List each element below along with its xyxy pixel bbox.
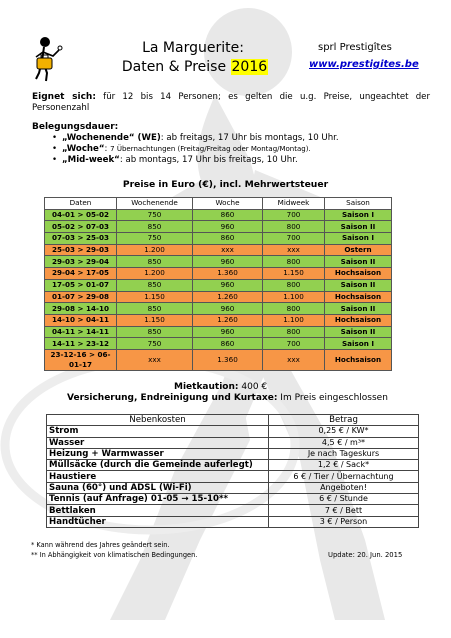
cost-item-cell: Wasser — [47, 437, 269, 448]
table-row — [47, 494, 419, 505]
cost-amount-cell: Je nach Tageskurs — [269, 448, 419, 459]
table-row — [45, 303, 392, 315]
cost-item-cell: Tennis (auf Anfrage) 01-05 → 15-10** — [47, 494, 269, 505]
midweek-cell: 700 — [263, 233, 325, 245]
page-title: La Marguerite: — [142, 40, 244, 56]
midweek-cell: 1.100 — [263, 314, 325, 326]
table-row — [47, 505, 419, 516]
season-cell: Saison II — [325, 279, 392, 291]
year-highlight: 2016 — [231, 59, 268, 75]
week-cell: 1.260 — [193, 314, 263, 326]
table-row — [45, 349, 392, 370]
midweek-cell: xxx — [263, 349, 325, 370]
week-cell: 960 — [193, 303, 263, 315]
suitability-label: Eignet sich: — [32, 92, 96, 102]
weekend-cell: 850 — [117, 326, 193, 338]
date-cell: 29-04 > 17-05 — [45, 268, 117, 280]
date-cell: 23-12-16 > 06-01-17 — [45, 349, 117, 370]
weekend-cell: xxx — [117, 349, 193, 370]
week-cell: 1.360 — [193, 349, 263, 370]
website-link[interactable]: www.prestigites.be — [309, 59, 419, 70]
extra-costs-table — [46, 414, 419, 528]
date-cell: 05-02 > 07-03 — [45, 221, 117, 233]
midweek-cell: 700 — [263, 209, 325, 221]
page-subtitle: Daten & Preise 2016 — [121, 59, 268, 75]
season-cell: Hochsaison — [325, 349, 392, 370]
season-cell: Saison II — [325, 326, 392, 338]
week-cell: 960 — [193, 279, 263, 291]
column-header: Saison — [325, 198, 392, 210]
week-cell: 1.260 — [193, 291, 263, 303]
occupancy-title: Belegungsdauer: — [32, 122, 119, 132]
table-row — [45, 314, 392, 326]
suitability-text: Eignet sich: für 12 bis 14 Personen; es gelten die u.g. Preise, ungeachtet der Personenzahl — [32, 92, 430, 113]
table-row — [45, 244, 392, 256]
date-cell: 29-03 > 29-04 — [45, 256, 117, 268]
table-header-row — [45, 198, 392, 210]
season-cell: Hochsaison — [325, 268, 392, 280]
week-cell: 960 — [193, 221, 263, 233]
column-header: Midweek — [263, 198, 325, 210]
table-row — [47, 516, 419, 527]
table-row — [45, 291, 392, 303]
table-row — [45, 268, 392, 280]
table-row — [47, 448, 419, 459]
date-cell: 14-10 > 04-11 — [45, 314, 117, 326]
season-cell: Saison I — [325, 209, 392, 221]
midweek-cell: 800 — [263, 279, 325, 291]
cost-item-cell: Heizung + Warmwasser — [47, 448, 269, 459]
prices-title: Preise in Euro (€), incl. Mehrwertsteuer — [122, 179, 329, 190]
insurance-label: Versicherung, Endreinigung und Kurtaxe: — [67, 393, 278, 403]
deposit-label: Mietkaution: — [174, 382, 239, 392]
table-header-row — [47, 415, 419, 426]
column-header: Betrag — [269, 415, 419, 426]
cost-amount-cell: 7 € / Bett — [269, 505, 419, 516]
week-cell: xxx — [193, 244, 263, 256]
weekend-cell: 1.200 — [117, 268, 193, 280]
insurance-value: Im Preis eingeschlossen — [277, 393, 388, 403]
season-cell: Hochsaison — [325, 291, 392, 303]
week-cell: 860 — [193, 233, 263, 245]
deposit-value: 400 € — [238, 382, 268, 392]
date-cell: 04-01 > 05-02 — [45, 209, 117, 221]
season-cell: Hochsaison — [325, 314, 392, 326]
midweek-cell: 800 — [263, 326, 325, 338]
week-cell: 1.360 — [193, 268, 263, 280]
price-table — [44, 197, 392, 371]
cost-amount-cell: 6 € / Stunde — [269, 494, 419, 505]
date-cell: 17-05 > 01-07 — [45, 279, 117, 291]
weekend-cell: 750 — [117, 209, 193, 221]
date-cell: 04-11 > 14-11 — [45, 326, 117, 338]
footnote: * Kann während des Jahres geändert sein. — [31, 541, 170, 549]
footnote: ** In Abhängigkeit von klimatischen Bedingungen. — [31, 551, 198, 559]
update-date: Update: 20. Jun. 2015 — [328, 551, 403, 559]
week-cell: 860 — [193, 338, 263, 350]
midweek-cell: xxx — [263, 244, 325, 256]
table-row — [47, 460, 419, 471]
table-row — [47, 471, 419, 482]
midweek-cell: 1.150 — [263, 268, 325, 280]
weekend-cell: 1.150 — [117, 314, 193, 326]
cost-item-cell: Müllsäcke (durch die Gemeinde auferlegt) — [47, 460, 269, 471]
season-cell: Saison II — [325, 221, 392, 233]
season-cell: Ostern — [325, 244, 392, 256]
weekend-cell: 850 — [117, 303, 193, 315]
season-cell: Saison I — [325, 338, 392, 350]
cost-item-cell: Haustiere — [47, 471, 269, 482]
table-row — [47, 426, 419, 437]
logo-figure-icon — [33, 35, 67, 83]
table-row — [47, 437, 419, 448]
cost-amount-cell: 1,2 € / Sack* — [269, 460, 419, 471]
table-row — [45, 209, 392, 221]
midweek-cell: 800 — [263, 221, 325, 233]
weekend-cell: 850 — [117, 221, 193, 233]
week-cell: 860 — [193, 209, 263, 221]
weekend-cell: 1.150 — [117, 291, 193, 303]
season-cell: Saison I — [325, 233, 392, 245]
midweek-cell: 1.100 — [263, 291, 325, 303]
date-cell: 25-03 > 29-03 — [45, 244, 117, 256]
cost-amount-cell: 6 € / Tier / Übernachtung — [269, 471, 419, 482]
weekend-cell: 850 — [117, 279, 193, 291]
list-item: • „Wochenende“ (WE): ab freitags, 17 Uhr bis montags, 10 Uhr. — [62, 133, 339, 144]
cost-amount-cell: 3 € / Person — [269, 516, 419, 527]
column-header: Wochenende — [117, 198, 193, 210]
date-cell: 01-07 > 29-08 — [45, 291, 117, 303]
table-row — [45, 256, 392, 268]
list-item: • „Woche“: 7 Übernachtungen (Freitag/Freitag oder Montag/Montag). — [62, 144, 339, 155]
table-row — [45, 221, 392, 233]
date-cell: 29-08 > 14-10 — [45, 303, 117, 315]
season-cell: Saison II — [325, 256, 392, 268]
cost-item-cell: Sauna (60°) und ADSL (Wi-Fi) — [47, 482, 269, 493]
table-row — [45, 233, 392, 245]
week-cell: 960 — [193, 256, 263, 268]
occupancy-list — [62, 133, 339, 166]
weekend-cell: 850 — [117, 256, 193, 268]
cost-amount-cell: Angeboten! — [269, 482, 419, 493]
midweek-cell: 800 — [263, 303, 325, 315]
cost-amount-cell: 4,5 € / m³* — [269, 437, 419, 448]
list-item: • „Mid-week“: ab montags, 17 Uhr bis freitags, 10 Uhr. — [62, 155, 339, 166]
week-cell: 960 — [193, 326, 263, 338]
table-row — [45, 338, 392, 350]
table-row — [47, 482, 419, 493]
column-header: Woche — [193, 198, 263, 210]
date-cell: 14-11 > 23-12 — [45, 338, 117, 350]
season-cell: Saison II — [325, 303, 392, 315]
cost-item-cell: Bettlaken — [47, 505, 269, 516]
column-header: Daten — [45, 198, 117, 210]
cost-item-cell: Strom — [47, 426, 269, 437]
weekend-cell: 750 — [117, 233, 193, 245]
table-row — [45, 279, 392, 291]
table-row — [45, 326, 392, 338]
weekend-cell: 750 — [117, 338, 193, 350]
date-cell: 07-03 > 25-03 — [45, 233, 117, 245]
cost-amount-cell: 0,25 € / KW* — [269, 426, 419, 437]
cost-item-cell: Handtücher — [47, 516, 269, 527]
brand-name: sprl Prestigîtes — [318, 42, 392, 53]
column-header: Nebenkosten — [47, 415, 269, 426]
weekend-cell: 1.200 — [117, 244, 193, 256]
midweek-cell: 700 — [263, 338, 325, 350]
midweek-cell: 800 — [263, 256, 325, 268]
